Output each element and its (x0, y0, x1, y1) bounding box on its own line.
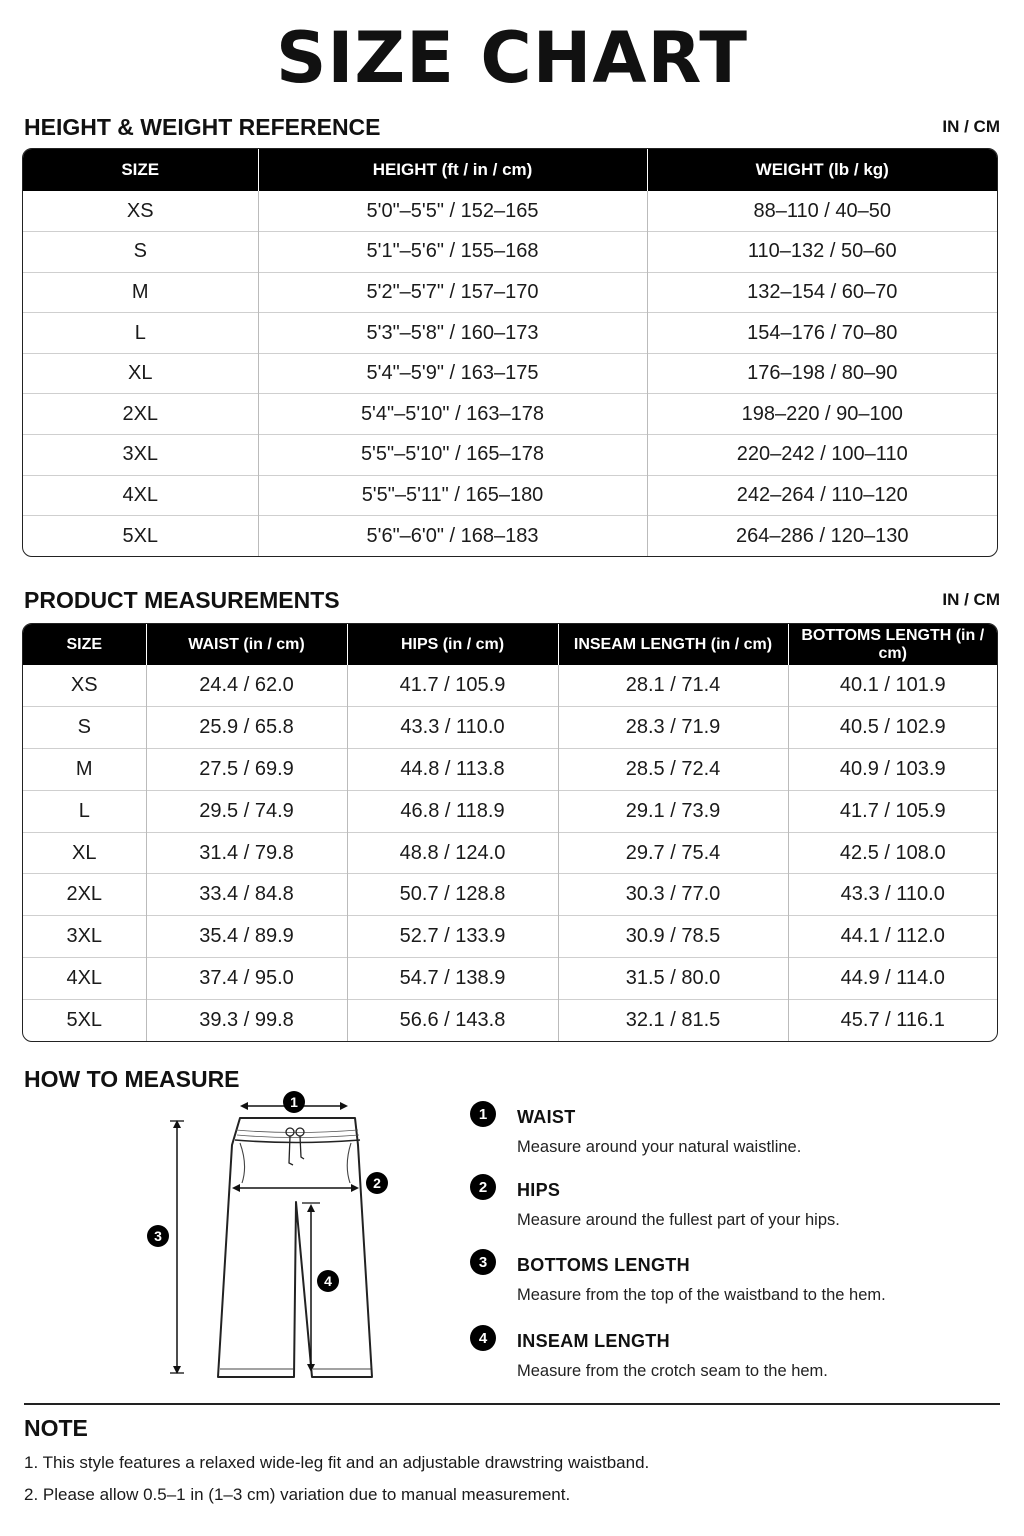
table-row (23, 232, 997, 273)
value-cell: 44.9 / 114.0 (788, 958, 997, 1000)
marker-4 (317, 1270, 339, 1292)
value-cell: 5'6"–6'0" / 168–183 (258, 516, 647, 557)
value-cell: 24.4 / 62.0 (146, 665, 347, 707)
size-cell: 5XL (23, 516, 258, 557)
table-row (23, 475, 997, 516)
value-cell: 242–264 / 110–120 (647, 475, 997, 516)
table-row (23, 353, 997, 394)
size-cell: 4XL (23, 958, 146, 1000)
table-row (23, 313, 997, 354)
table-row (23, 191, 997, 232)
svg-text:1: 1 (290, 1094, 298, 1110)
value-cell: 29.1 / 73.9 (558, 790, 788, 832)
value-cell: 46.8 / 118.9 (347, 790, 558, 832)
product-measurements-heading: PRODUCT MEASUREMENTS (24, 586, 340, 613)
height-weight-table (22, 148, 998, 557)
value-cell: 29.7 / 75.4 (558, 832, 788, 874)
step-description: Measure from the top of the waistband to the hem. (517, 1286, 886, 1304)
value-cell: 5'0"–5'5" / 152–165 (258, 191, 647, 232)
value-cell: 5'3"–5'8" / 160–173 (258, 313, 647, 354)
value-cell: 28.1 / 71.4 (558, 665, 788, 707)
value-cell: 37.4 / 95.0 (146, 958, 347, 1000)
value-cell: 44.8 / 113.8 (347, 749, 558, 791)
value-cell: 154–176 / 70–80 (647, 313, 997, 354)
value-cell: 40.5 / 102.9 (788, 707, 997, 749)
size-cell: S (23, 707, 146, 749)
value-cell: 35.4 / 89.9 (146, 916, 347, 958)
value-cell: 220–242 / 100–110 (647, 435, 997, 476)
marker-3 (147, 1225, 169, 1247)
value-cell: 132–154 / 60–70 (647, 272, 997, 313)
table-row (23, 958, 997, 1000)
value-cell: 176–198 / 80–90 (647, 353, 997, 394)
table-row (23, 707, 997, 749)
note-item-1: 1. This style features a relaxed wide-leg fit and an adjustable drawstring waistband. (24, 1453, 650, 1472)
value-cell: 41.7 / 105.9 (347, 665, 558, 707)
value-cell: 29.5 / 74.9 (146, 790, 347, 832)
size-cell: 3XL (23, 916, 146, 958)
step-number: 2 (470, 1174, 496, 1200)
size-cell: XL (23, 832, 146, 874)
value-cell: 50.7 / 128.8 (347, 874, 558, 916)
value-cell: 32.1 / 81.5 (558, 999, 788, 1041)
value-cell: 56.6 / 143.8 (347, 999, 558, 1041)
value-cell: 30.3 / 77.0 (558, 874, 788, 916)
value-cell: 27.5 / 69.9 (146, 749, 347, 791)
table-row (23, 516, 997, 557)
value-cell: 40.1 / 101.9 (839, 674, 946, 697)
table-row (23, 874, 997, 916)
step-number: 3 (470, 1249, 496, 1275)
table-row (23, 435, 997, 476)
value-cell: 264–286 / 120–130 (647, 516, 997, 557)
column-header: SIZE (23, 149, 258, 191)
column-header: HIPS (in / cm) (347, 624, 558, 665)
table-row (23, 394, 997, 435)
size-cell: 4XL (23, 475, 258, 516)
column-header: BOTTOMS LENGTH (in / cm) (788, 624, 997, 665)
column-header: WEIGHT (lb / kg) (647, 149, 997, 191)
divider (24, 1403, 1000, 1405)
value-cell: 28.3 / 71.9 (558, 707, 788, 749)
table-row (23, 665, 997, 707)
size-cell: M (23, 272, 258, 313)
table-row (23, 749, 997, 791)
marker-1 (283, 1091, 305, 1113)
step-label: BOTTOMS LENGTH (517, 1255, 690, 1275)
value-cell: 45.7 / 116.1 (788, 999, 997, 1041)
table-row (23, 999, 997, 1041)
size-cell: XS (23, 665, 146, 707)
note-item-2: 2. Please allow 0.5–1 in (1–3 cm) variation due to manual measurement. (24, 1485, 571, 1504)
value-cell: 41.7 / 105.9 (788, 790, 997, 832)
size-cell: L (23, 313, 258, 354)
value-cell: 5'1"–5'6" / 155–168 (258, 232, 647, 273)
table-row (23, 832, 997, 874)
value-cell: 28.5 / 72.4 (558, 749, 788, 791)
value-cell: 31.4 / 79.8 (146, 832, 347, 874)
height-weight-unit: IN / CM (942, 117, 1000, 136)
size-cell: XS (23, 191, 258, 232)
value-cell: 52.7 / 133.9 (347, 916, 558, 958)
step-label: WAIST (517, 1107, 576, 1127)
table-row (23, 790, 997, 832)
value-cell: 5'5"–5'10" / 165–178 (258, 435, 647, 476)
value-cell: 5'5"–5'11" / 165–180 (258, 475, 647, 516)
value-cell: 43.3 / 110.0 (347, 707, 558, 749)
value-cell: 31.5 / 80.0 (558, 958, 788, 1000)
size-cell: S (23, 232, 258, 273)
svg-text:4: 4 (324, 1273, 332, 1289)
value-cell: 48.8 / 124.0 (347, 832, 558, 874)
page-title: SIZE CHART (275, 17, 749, 99)
table-row (23, 272, 997, 313)
value-cell: 42.5 / 108.0 (788, 832, 997, 874)
product-measurements-unit: IN / CM (942, 590, 1000, 609)
height-weight-header (24, 113, 1000, 141)
step-number: 4 (470, 1325, 496, 1351)
column-header: SIZE (23, 624, 146, 665)
step-label: INSEAM LENGTH (517, 1331, 670, 1351)
size-cell: M (23, 749, 146, 791)
pants-outline-icon (130, 1085, 410, 1390)
table-row (23, 916, 997, 958)
value-cell: 5'4"–5'9" / 163–175 (258, 353, 647, 394)
size-cell: 2XL (23, 394, 258, 435)
size-cell: 5XL (23, 999, 146, 1041)
column-header: HEIGHT (ft / in / cm) (258, 149, 647, 191)
product-measurements-table (22, 623, 998, 1042)
value-cell: 54.7 / 138.9 (347, 958, 558, 1000)
value-cell: 43.3 / 110.0 (788, 874, 997, 916)
column-header: INSEAM LENGTH (in / cm) (558, 624, 788, 665)
value-cell: 39.3 / 99.8 (146, 999, 347, 1041)
size-cell: 2XL (23, 874, 146, 916)
step-description: Measure from the crotch seam to the hem. (517, 1362, 828, 1380)
step-description: Measure around your natural waistline. (517, 1138, 802, 1156)
svg-text:3: 3 (154, 1228, 162, 1244)
how-to-measure-heading: HOW TO MEASURE (24, 1066, 240, 1092)
value-cell: 25.9 / 65.8 (146, 707, 347, 749)
value-cell: 44.1 / 112.0 (788, 916, 997, 958)
value-cell: 110–132 / 50–60 (647, 232, 997, 273)
value-cell: 5'4"–5'10" / 163–178 (258, 394, 647, 435)
note-heading: NOTE (24, 1415, 88, 1441)
step-number: 1 (470, 1101, 496, 1127)
step-label: HIPS (517, 1180, 561, 1200)
value-cell: 5'2"–5'7" / 157–170 (258, 272, 647, 313)
value-cell: 30.9 / 78.5 (558, 916, 788, 958)
size-cell: L (23, 790, 146, 832)
value-cell: 33.4 / 84.8 (146, 874, 347, 916)
size-cell: XL (23, 353, 258, 394)
product-measurements-header (24, 586, 1000, 614)
step-description: Measure around the fullest part of your hips. (517, 1211, 840, 1229)
value-cell: 198–220 / 90–100 (647, 394, 997, 435)
marker-2 (366, 1172, 388, 1194)
height-weight-heading: HEIGHT & WEIGHT REFERENCE (24, 113, 381, 140)
size-cell: 3XL (23, 435, 258, 476)
column-header: WAIST (in / cm) (146, 624, 347, 665)
value-cell: 88–110 / 40–50 (753, 199, 892, 222)
svg-text:2: 2 (373, 1175, 381, 1191)
value-cell: 40.9 / 103.9 (788, 749, 997, 791)
